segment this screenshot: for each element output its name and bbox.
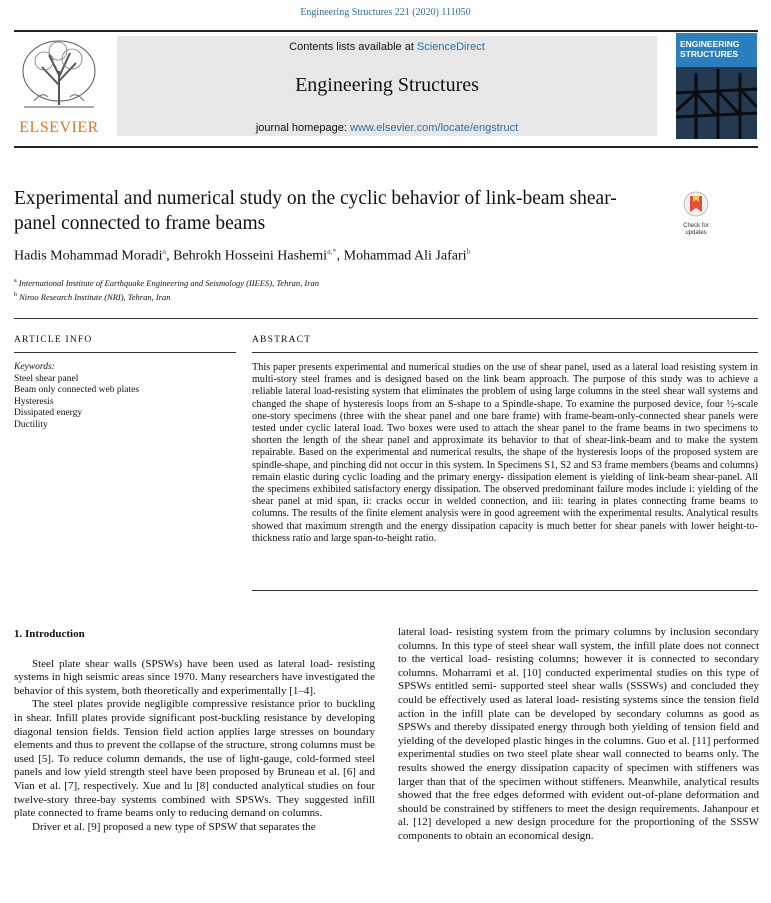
keywords-block	[14, 362, 139, 431]
contents-line: Contents lists available at ScienceDirect	[289, 41, 485, 53]
bookmark-icon	[676, 190, 716, 218]
cover-title: ENGINEERING STRUCTURES	[680, 39, 740, 59]
affiliation-marker[interactable]: a,*	[327, 247, 337, 256]
affiliation-marker[interactable]: a	[162, 247, 167, 256]
article-title: Experimental and numerical study on the cyclic behavior of link-beam shear-panel connected to frame beams	[14, 188, 617, 234]
check-for-updates-button[interactable]	[676, 190, 716, 236]
author-name[interactable]: Hadis Mohammad Moradi	[14, 248, 163, 264]
publisher-name: ELSEVIER	[19, 119, 99, 136]
keyword-item: Steel shear panel	[14, 373, 79, 384]
body-paragraph: Steel plate shear walls (SPSWs) have been used as lateral load- resisting systems in high seismic areas since 1970. Many researchers have investigated the behavior of this system, both theoretically and experimentally [1–4].	[14, 657, 375, 697]
journal-homepage-link[interactable]: www.elsevier.com/locate/engstruct	[350, 122, 519, 134]
keywords-title: Keywords:	[14, 362, 55, 372]
elsevier-logo[interactable]	[14, 35, 104, 135]
abstract-text: This paper presents experimental and numerical studies on the use of shear panel, used as a lateral load resisting system in multi-story steel frames and is designed based on the link beam approach. The purpose of this study was to achieve a reliable lateral load-resisting system that eliminates the problem of using large columns in the steel shear wall systems and changed the shape of hysteresis loops from an S-shape to a Spindle-shape. To examine the purposed device, four ½-scale one-story specimens (three with the shear panel and one bare frame) with frame-beam-only-connected shear panels were tested under cyclic lateral load. Two boxes were used to attach the shear panel to the frame beams in two specimens to shorten the length of the shear panel and approximate its behavior to that of shear-link-beam and to make the system repairable. Based on the experimental and numerical results, the shape of the hysteresis loops of the proposed system are spindle-shape, and pinching did not occur in this system. In Specimens S1, S2 and S3 frame members (beams and columns) remain elastic during cyclic loading and the primary energy- dissipation element is yielding of link-beam shear-panel. All the specimens exhibited satisfactory energy dissipation. The observed predominant failure modes include i: yielding of the shear panel at mid span, ii: cracks occur in welded connection, and iii: tearing in plates connecting frame beams to columns. The results of the finite element analysis were in good agreement with the experimental results. Analytical results showed that maximum strength and the energy dissipation capacity is much better for shear panels with lower height-to-thickness ratio and large span-to-height ratio.	[252, 362, 758, 544]
body-paragraph: The steel plates provide negligible compressive resistance prior to buckling in shear. Infill plates provide significant post-buckling resistance by developing diagonal tension fields. Tension field action applies large stresses on boundary elements and thus to prevent the collapse of the structure, strong columns must be used [5]. To reduce column demands, the use of light-gauge, cold-formed steel panels and low yield strength steel have been proposed by Bruneau et al. [6] and Vian et al. [7], respectively. Xue and lu [8] conducted analytical studies on four twelve-story three-bay systems combined with SPSWs. They suggested infill plate connected to frame beams only to reducing demand on columns.	[14, 698, 375, 820]
author-name[interactable]: Mohammad Ali Jafari	[343, 248, 467, 264]
author-list: Hadis Mohammad Moradi$^a$, Behrokh Hosseini Hashemi$^{a,*}$, Mohammad Ali Jafari$^b$	[14, 247, 471, 264]
journal-citation[interactable]: Engineering Structures 221 (2020) 111050	[300, 7, 471, 18]
body-column-right	[398, 626, 759, 844]
affiliation-item: $^b$ Niroo Research Institute (NRI), Tehran, Iran	[14, 291, 171, 302]
body-column-left	[14, 628, 375, 834]
journal-name: Engineering Structures	[295, 74, 479, 96]
abstract-bottom-rule	[252, 590, 758, 591]
article-info-rule	[14, 352, 236, 353]
journal-cover-image[interactable]	[676, 33, 757, 139]
body-paragraph: lateral load- resisting system from the primary columns by inclusion secondary columns. In this type of steel shear wall system, the infill plate does not connect to the vertical load- resisting columns; however it is connected to secondary columns. Moharrami et al. [10] conducted experimental studies on this type of SPSWs entitled semi- supported steel shear walls (SSSWs) and concluded they could be effectively used as lateral load- resisting systems since the tension field action in the infill plate can be developed by secondary columns as good as SPSWs and thereby dissipated energy through both yielding of tension field and yielding of the developed plastic hinges in the columns. Guo et al. [11] performed experimental studies on two steel plate shear wall connected to beams only. The results showed the energy dissipation capacity of specimen with stiffeners was larger than that of the specimen without stiffeners. Meanwhile, analytical results showed that the free edges deformed with evident out-of-plane deformation and should be constrained by stiffeners to meet the design requirements. Jahanpour et al. [12] developed a new design procedure for the proportioning of the SSSW components to obtain an economical design.	[398, 626, 759, 842]
section-divider	[14, 318, 758, 319]
body-paragraph: Driver et al. [9] proposed a new type of SPSW that separates the	[32, 820, 316, 833]
keyword-item: Hysteresis	[14, 396, 54, 407]
header-bottom-rule	[14, 146, 758, 148]
keyword-item: Beam only connected web plates	[14, 385, 140, 395]
journal-header-band	[117, 36, 657, 136]
affiliation-item: $^a$ International Institute of Earthquake Engineering and Seismology (IIEES), Tehran, Iran	[14, 277, 320, 288]
section-heading-introduction: 1. Introduction	[14, 628, 85, 640]
affiliations	[14, 275, 319, 303]
header-top-rule	[14, 30, 758, 32]
keyword-item: Ductility	[14, 419, 48, 430]
sciencedirect-link[interactable]: ScienceDirect	[416, 41, 485, 53]
affiliation-marker[interactable]: b	[466, 247, 471, 256]
keyword-item: Dissipated energy	[14, 408, 83, 418]
check-updates-label: Check for updates	[683, 223, 709, 236]
abstract-heading: ABSTRACT	[252, 335, 312, 345]
journal-homepage-line: journal homepage: www.elsevier.com/locate/engstruct	[255, 122, 519, 134]
abstract-rule	[252, 352, 758, 353]
author-name[interactable]: Behrokh Hosseini Hashemi	[173, 248, 328, 264]
article-info-heading: ARTICLE INFO	[14, 335, 93, 345]
